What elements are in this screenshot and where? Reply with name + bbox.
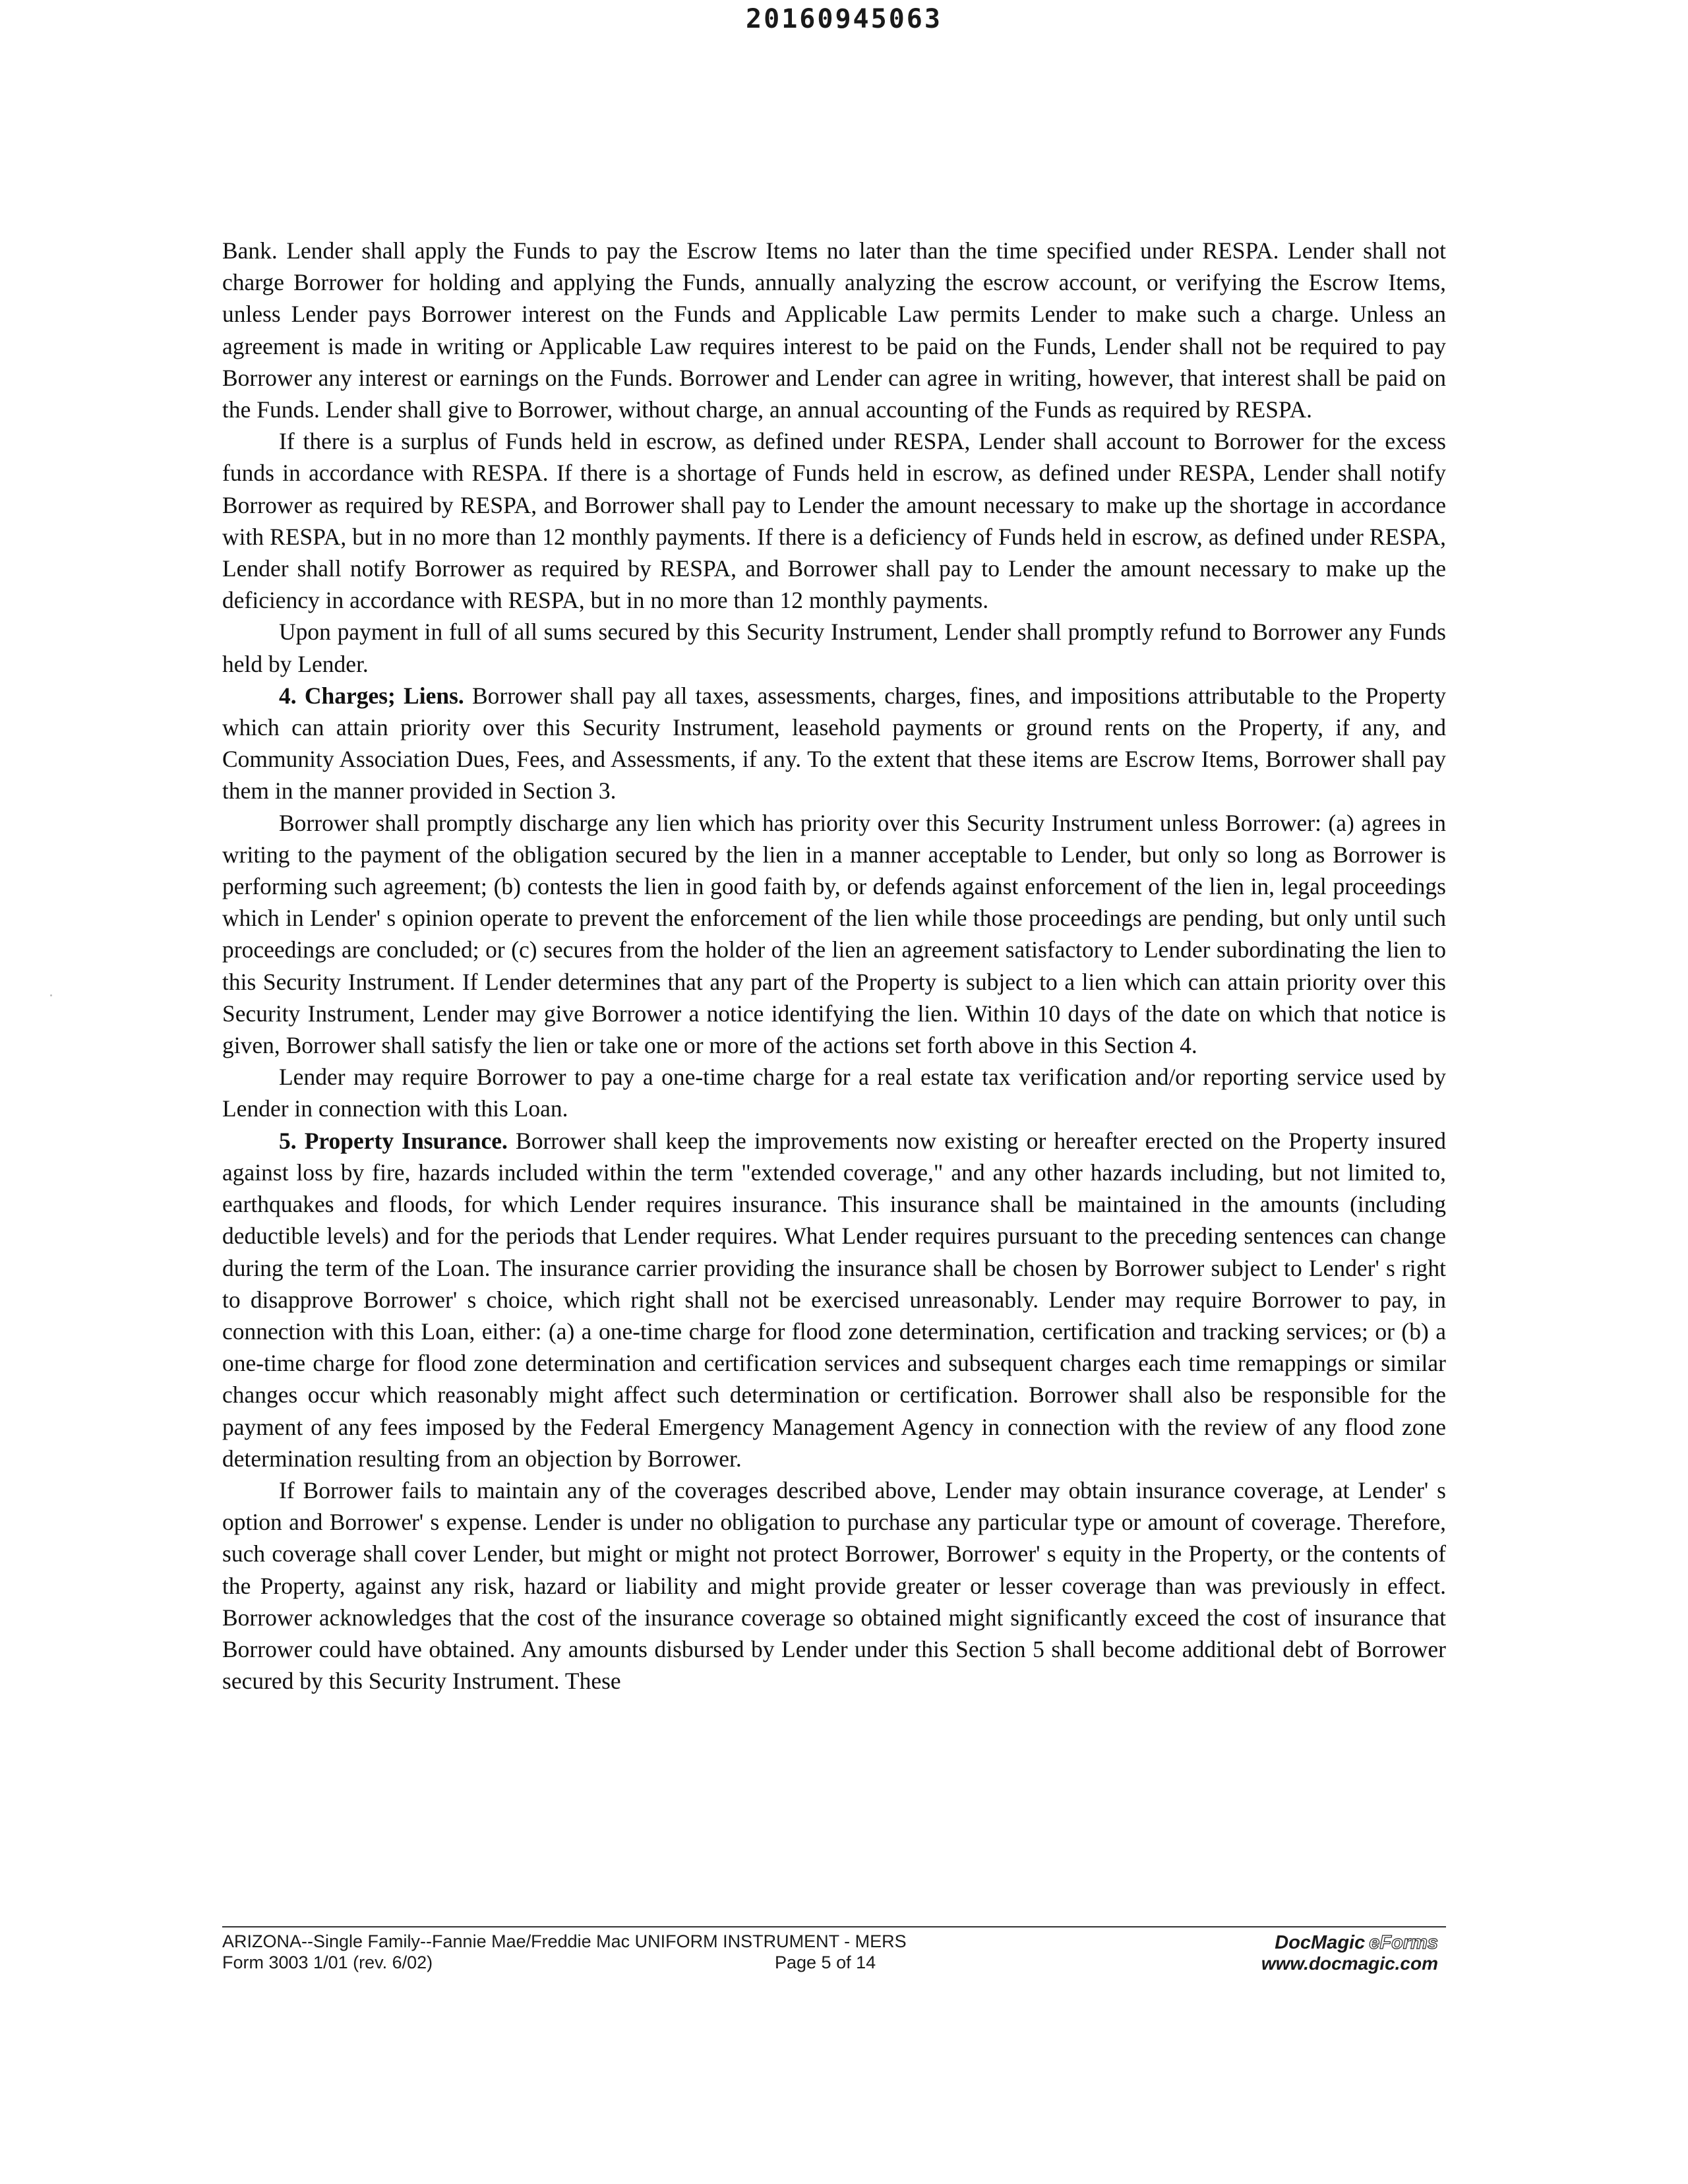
document-body [222, 235, 1446, 1697]
page-footer [222, 1931, 1446, 1977]
paragraph-discharge-lien [222, 807, 1446, 1062]
scan-speck [50, 994, 52, 996]
paragraph-text: Bank. Lender shall apply the Funds to pay the Escrow Items no later than the time specified under RESPA. Lender shall not charge Borrower for holding and applying the Funds, annually analyzing the escrow account, or verifying the Escrow Items, unless Lender pays Borrower interest on the Funds and Applicable Law permits Lender to make such a charge. Unless an agreement is made in writing or Applicable Law requires interest to be paid on the Funds, Lender shall not be required to pay Borrower any interest or earnings on the Funds. Borrower and Lender can agree in writing, however, that interest shall be paid on the Funds. Lender shall give to Borrower, without charge, an annual accounting of the Funds as required by RESPA. [222, 237, 1446, 423]
paragraph-tax-verification [222, 1061, 1446, 1124]
footer-brand [1261, 1932, 1438, 1974]
paragraph-section-5-property-insurance [222, 1125, 1446, 1474]
brand-eforms-logo: eForms [1369, 1932, 1438, 1953]
footer-page-number: Page 5 of 14 [775, 1953, 876, 1972]
paragraph-escrow-accounting [222, 235, 1446, 425]
paragraph-text: Upon payment in full of all sums secured by this Security Instrument, Lender shall promptly refund to Borrower any Funds held by Lender. [222, 619, 1446, 677]
footer-divider [222, 1926, 1446, 1927]
paragraph-text: Borrower shall promptly discharge any lien which has priority over this Security Instrument unless Borrower: (a) agrees in writing to the payment of the obligation secured by the lien in a manner acceptable to Lender, but only so long as Borrower is performing such agreement; (b) contests the lien in good faith by, or defends against enforcement of the lien in, legal proceedings which in Lender' s opinion operate to prevent the enforcement of the lien while those proceedings are pending, but only until such proceedings are concluded; or (c) secures from the holder of the lien an agreement satisfactory to Lender subordinating the lien to this Security Instrument. If Lender determines that any part of the Property is subject to a lien which can attain priority over this Security Instrument, Lender may give Borrower a notice identifying the lien. Within 10 days of the date on which that notice is given, Borrower shall satisfy the lien or take one or more of the actions set forth above in this Section 4. [222, 809, 1446, 1059]
paragraph-coverage-failure [222, 1474, 1446, 1697]
paragraph-surplus-funds [222, 425, 1446, 616]
footer-form-number: Form 3003 1/01 (rev. 6/02) [222, 1953, 433, 1972]
section-heading-5: 5. Property Insurance. [279, 1127, 508, 1154]
paragraph-section-4-charges-liens [222, 680, 1446, 807]
recording-number: 20160945063 [746, 4, 942, 34]
paragraph-text: If there is a surplus of Funds held in escrow, as defined under RESPA, Lender shall account to Borrower for the excess funds in accordance with RESPA. If there is a shortage of Funds held in escrow, as defined under RESPA, Lender shall notify Borrower as required by RESPA, and Borrower shall pay to Lender the amount necessary to make up the shortage in accordance with RESPA, but in no more than 12 monthly payments. If there is a deficiency of Funds held in escrow, as defined under RESPA, Lender shall notify Borrower as required by RESPA, and Borrower shall pay to Lender the amount necessary to make up the deficiency in accordance with RESPA, but in no more than 12 monthly payments. [222, 428, 1446, 614]
paragraph-text: Lender may require Borrower to pay a one-time charge for a real estate tax verification and/or reporting service used by Lender in connection with this Loan. [222, 1064, 1446, 1122]
paragraph-text: If Borrower fails to maintain any of the coverages described above, Lender may obtain insurance coverage, at Lender' s option and Borrower' s expense. Lender is under no obligation to purchase any particular type or amount of coverage. Therefore, such coverage shall cover Lender, but might or might not protect Borrower, Borrower' s equity in the Property, or the contents of the Property, against any risk, hazard or liability and might provide greater or lesser coverage than was previously in effect. Borrower acknowledges that the cost of the insurance coverage so obtained might significantly exceed the cost of insurance that Borrower could have obtained. Any amounts disbursed by Lender under this Section 5 shall become additional debt of Borrower secured by this Security Instrument. These [222, 1476, 1446, 1695]
paragraph-text: Borrower shall keep the improvements now existing or hereafter erected on the Property insured against loss by fire, hazards included within the term "extended coverage," and any other hazards including, but not limited to, earthquakes and floods, for which Lender requires insurance. This insurance shall be maintained in the amounts (including deductible levels) and for the periods that Lender requires. What Lender requires pursuant to the preceding sentences can change during the term of the Loan. The insurance carrier providing the insurance shall be chosen by Borrower subject to Lender' s right to disapprove Borrower' s choice, which right shall not be exercised unreasonably. Lender may require Borrower to pay, in connection with this Loan, either: (a) a one-time charge for flood zone determination, certification and tracking services; or (b) a one-time charge for flood zone determination and certification services and subsequent charges each time remappings or similar changes occur which reasonably might affect such determination or certification. Borrower shall also be responsible for the payment of any fees imposed by the Federal Emergency Management Agency in connection with the review of any flood zone determination resulting from an objection by Borrower. [222, 1127, 1447, 1472]
paragraph-refund [222, 616, 1446, 679]
footer-form-title: ARIZONA--Single Family--Fannie Mae/Freddie Mac UNIFORM INSTRUMENT - MERS [222, 1931, 907, 1951]
paragraph-text: Borrower shall pay all taxes, assessments, charges, fines, and impositions attributable to the Property which can attain priority over this Security Instrument, leasehold payments or ground rents on the Property, if any, and Community Association Dues, Fees, and Assessments, if any. To the extent that these items are Escrow Items, Borrower shall pay them in the manner provided in Section 3. [222, 682, 1446, 804]
brand-logo [1261, 1932, 1438, 1953]
brand-url: www.docmagic.com [1261, 1953, 1438, 1974]
section-heading-4: 4. Charges; Liens. [279, 682, 464, 709]
brand-name: DocMagic [1275, 1932, 1366, 1953]
